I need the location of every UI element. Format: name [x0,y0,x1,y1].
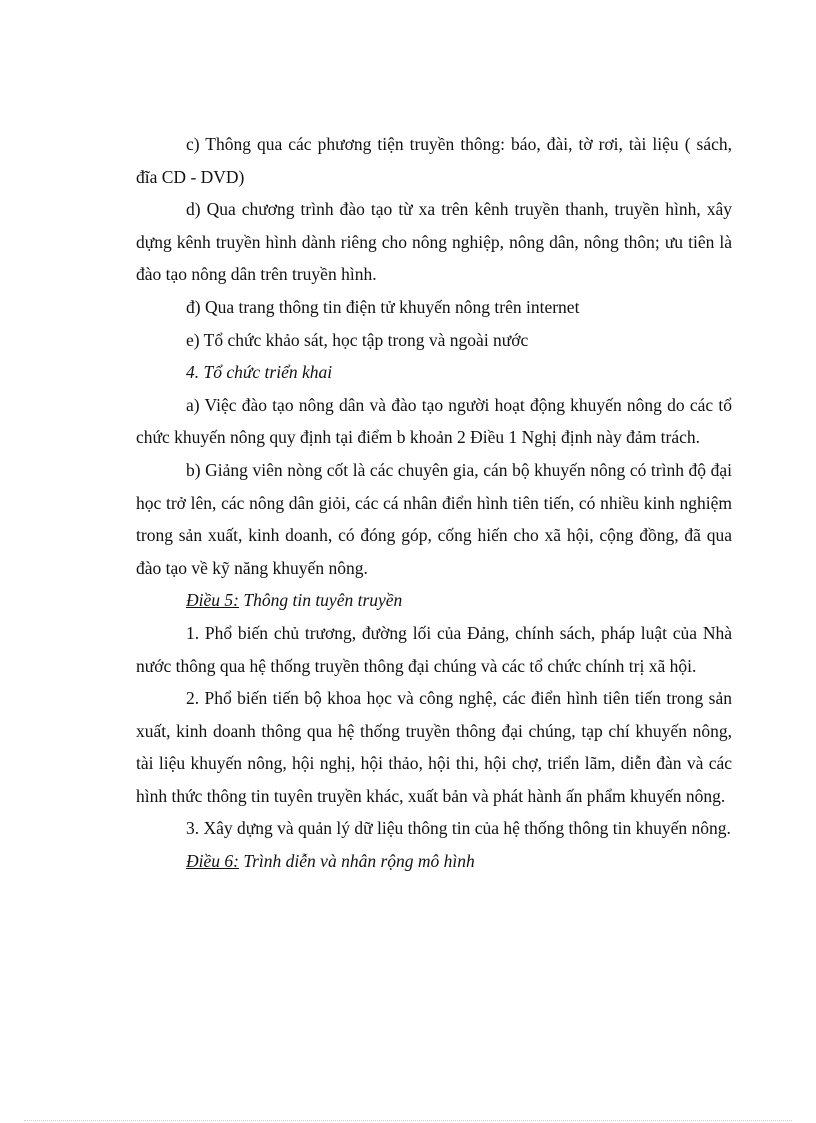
article-5-label: Điều 5: [186,590,239,611]
paragraph-2-science-progress: 2. Phổ biến tiến bộ khoa học và công nghệ, các điển hình tiên tiến trong sản xuất, kinh doanh thông qua hệ thống truyền thông đại chúng, tạp chí khuyến nông, tài liệu khuyến nông, hội nghị, hội thảo, hội thi, hội chợ, triển lãm, diễn đàn và các hình thức thông tin tuyên truyền khác, xuất bản và phát hành ấn phẩm khuyến nông. [136,688,732,806]
paragraph-c-media: c) Thông qua các phương tiện truyền thông: báo, đài, tờ rơi, tài liệu ( sách, đĩa CD - DVD) [136,134,732,187]
article-5-heading [136,584,732,617]
paragraph-d-distance-training: d) Qua chương trình đào tạo từ xa trên kênh truyền thanh, truyền hình, xây dựng kênh truyền hình dành riêng cho nông nghiệp, nông dân, nông thôn; ưu tiên là đào tạo nông dân trên truyền hình. [136,199,732,285]
article-6-heading [136,845,732,878]
paragraph-1-dissemination: 1. Phổ biến chủ trương, đường lối của Đảng, chính sách, pháp luật của Nhà nước thông qua hệ thống truyền thông đại chúng và các tổ chức chính trị xã hội. [136,622,732,676]
section-heading-implementation: 4. Tổ chức triển khai [186,362,333,383]
paragraph-e-survey: e) Tổ chức khảo sát, học tập trong và ngoài nước [186,329,529,350]
paragraph-b-core-lecturers: b) Giảng viên nòng cốt là các chuyên gia, cán bộ khuyến nông có trình độ đại học trở lên, các nông dân giỏi, các cá nhân điển hình tiên tiến, có nhiều kinh nghiệm trong sản xuất, kinh doanh, có đóng góp, cống hiến cho xã hội, cộng đồng, đã qua đào tạo về kỹ năng khuyến nông. [136,459,732,578]
paragraph-dd-internet: đ) Qua trang thông tin điện tử khuyến nông trên internet [186,296,580,317]
article-6-title: Trình diễn và nhân rộng mô hình [238,851,475,872]
document-body [136,128,732,878]
article-6-label: Điều 6: [186,851,239,872]
paragraph-3-data-management: 3. Xây dựng và quản lý dữ liệu thông tin của hệ thống thông tin khuyến nông. [186,818,731,839]
article-5-title: Thông tin tuyên truyền [238,590,403,611]
paragraph-a-training-responsibility: a) Việc đào tạo nông dân và đào tạo người hoạt động khuyến nông do các tổ chức khuyến nông quy định tại điểm b khoản 2 Điều 1 Nghị định này đảm trách. [136,394,732,448]
page-bottom-divider [24,1120,792,1121]
